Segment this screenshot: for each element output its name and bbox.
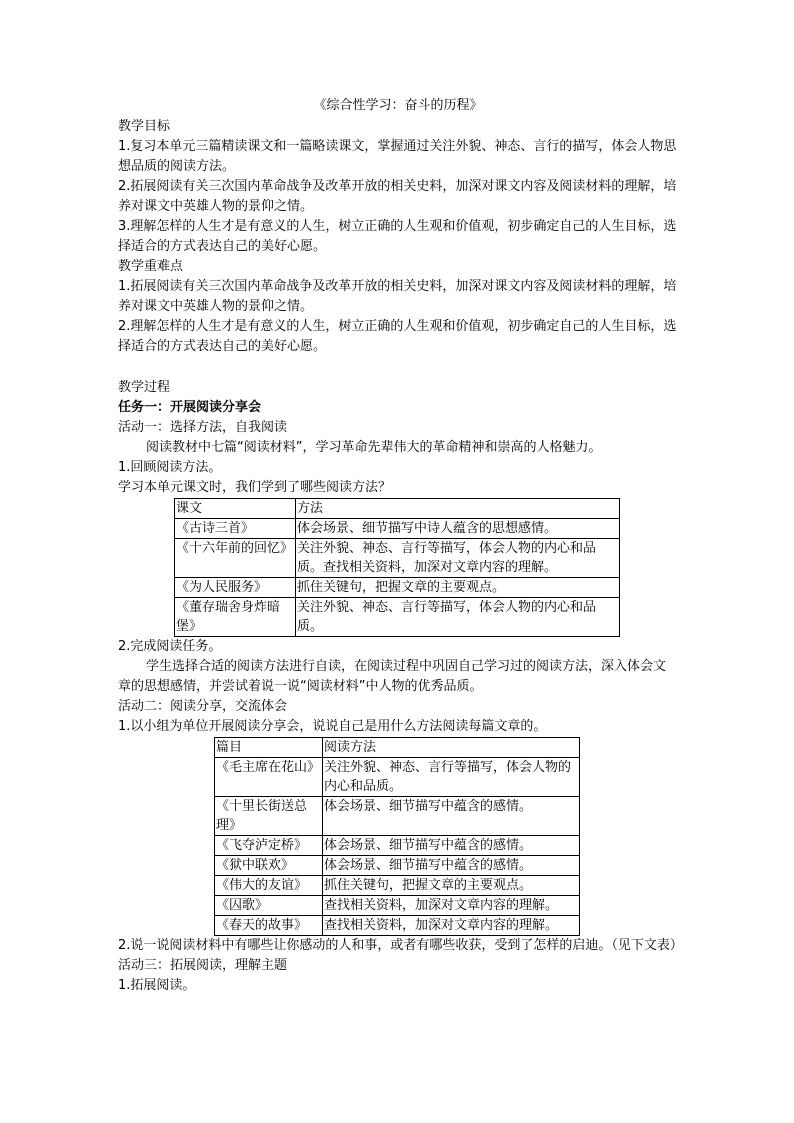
table-header-cell: 篇目 bbox=[215, 738, 323, 758]
table-header-row bbox=[175, 499, 620, 519]
table-cell: 查找相关资料，加深对文章内容的理解。 bbox=[323, 896, 580, 916]
table-cell: 《伟大的友谊》 bbox=[215, 876, 323, 896]
table-row bbox=[215, 856, 580, 876]
table-cell: 关注外貌、神态、言行等描写，体会人物的内心和品质。查找相关资料，加深对文章内容的理解。 bbox=[296, 539, 620, 578]
paragraph: 1.以小组为单位开展阅读分享会，说说自己是用什么方法阅读每篇文章的。 bbox=[118, 719, 547, 734]
goals-heading: 教学目标 bbox=[118, 119, 171, 134]
table-cell: 关注外貌、神态、言行等描写，体会人物的内心和品质。 bbox=[296, 598, 620, 637]
process-heading: 教学过程 bbox=[118, 380, 171, 395]
key-point-item: 1.拓展阅读有关三次国内革命战争及改革开放的相关史料，加深对课文内容及阅读材料的理解，培养对课文中英雄人物的景仰之情。 bbox=[118, 279, 677, 314]
table-row bbox=[215, 797, 580, 836]
paragraph: 阅读教材中七篇“阅读材料”，学习革命先辈伟大的革命精神和崇高的人格魅力。 bbox=[146, 440, 602, 455]
page-title: 《综合性学习：奋斗的历程》 bbox=[313, 98, 483, 113]
table-cell: 抓住关键句，把握文章的主要观点。 bbox=[323, 876, 580, 896]
table-cell: 《狱中联欢》 bbox=[215, 856, 323, 876]
step-heading: 1.回顾阅读方法。 bbox=[118, 460, 222, 475]
activity-heading: 活动二：阅读分享，交流体会 bbox=[118, 699, 288, 714]
table-row bbox=[215, 916, 580, 936]
reading-methods-table bbox=[174, 498, 620, 637]
table-cell: 《春天的故事》 bbox=[215, 916, 323, 936]
table-row bbox=[175, 598, 620, 637]
table-header-cell: 方法 bbox=[296, 499, 620, 519]
goal-item: 3.理解怎样的人生才是有意义的人生，树立正确的人生观和价值观，初步确定自己的人生目标，选择适合的方式表达自己的美好心愿。 bbox=[118, 219, 677, 254]
table-cell: 体会场景、细节描写中蕴含的感情。 bbox=[323, 836, 580, 856]
table-cell: 《飞夺泸定桥》 bbox=[215, 836, 323, 856]
table-cell: 《十里长街送总理》 bbox=[215, 797, 323, 836]
goal-item: 2.拓展阅读有关三次国内革命战争及改革开放的相关史料，加深对课文内容及阅读材料的理解，培养对课文中英雄人物的景仰之情。 bbox=[118, 179, 677, 214]
table-cell: 《为人民服务》 bbox=[175, 578, 296, 598]
table-cell: 体会场景、细节描写中蕴含的感情。 bbox=[323, 797, 580, 836]
table-cell: 查找相关资料，加深对文章内容的理解。 bbox=[323, 916, 580, 936]
task-heading: 任务一：开展阅读分享会 bbox=[118, 400, 262, 415]
table-row bbox=[175, 519, 620, 539]
document-body bbox=[118, 96, 683, 996]
table-cell: 《囚歌》 bbox=[215, 896, 323, 916]
paragraph: 2.说一说阅读材料中有哪些让你感动的人和事，或者有哪些收获，受到了怎样的启迪。（见下文表） bbox=[118, 938, 683, 953]
step-heading: 1.拓展阅读。 bbox=[118, 978, 196, 993]
table-row bbox=[175, 578, 620, 598]
table-row bbox=[215, 758, 580, 797]
key-points-heading: 教学重难点 bbox=[118, 259, 184, 274]
paragraph: 学生选择合适的阅读方法进行自读，在阅读过程中巩固自己学习过的阅读方法，深入体会文章的思想感情，并尝试着说一说“阅读材料”中人物的优秀品质。 bbox=[118, 659, 667, 694]
table-header-cell: 阅读方法 bbox=[323, 738, 580, 758]
sharing-methods-table bbox=[214, 737, 580, 936]
table-cell: 体会场景、细节描写中诗人蕴含的思想感情。 bbox=[296, 519, 620, 539]
activity-heading: 活动三：拓展阅读，理解主题 bbox=[118, 958, 288, 973]
table-cell: 《十六年前的回忆》 bbox=[175, 539, 296, 578]
table-cell: 《古诗三首》 bbox=[175, 519, 296, 539]
table-cell: 关注外貌、神态、言行等描写，体会人物的内心和品质。 bbox=[323, 758, 580, 797]
table-header-row bbox=[215, 738, 580, 758]
table-row bbox=[215, 836, 580, 856]
spacer bbox=[118, 357, 678, 378]
activity-heading: 活动一：选择方法，自我阅读 bbox=[118, 420, 288, 435]
table-cell: 《毛主席在花山》 bbox=[215, 758, 323, 797]
table-header-cell: 课文 bbox=[175, 499, 296, 519]
table-row bbox=[175, 539, 620, 578]
table-cell: 《董存瑞舍身炸暗堡》 bbox=[175, 598, 296, 637]
goal-item: 1.复习本单元三篇精读课文和一篇略读课文，掌握通过关注外貌、神态、言行的描写，体会人物思想品质的阅读方法。 bbox=[118, 139, 677, 174]
table-row bbox=[215, 896, 580, 916]
step-heading: 2.完成阅读任务。 bbox=[118, 639, 222, 654]
paragraph: 学习本单元课文时，我们学到了哪些阅读方法？ bbox=[118, 480, 392, 495]
table-row bbox=[215, 876, 580, 896]
table-cell: 抓住关键句，把握文章的主要观点。 bbox=[296, 578, 620, 598]
key-point-item: 2.理解怎样的人生才是有意义的人生，树立正确的人生观和价值观，初步确定自己的人生目标，选择适合的方式表达自己的美好心愿。 bbox=[118, 319, 677, 354]
table-cell: 体会场景、细节描写中蕴含的感情。 bbox=[323, 856, 580, 876]
